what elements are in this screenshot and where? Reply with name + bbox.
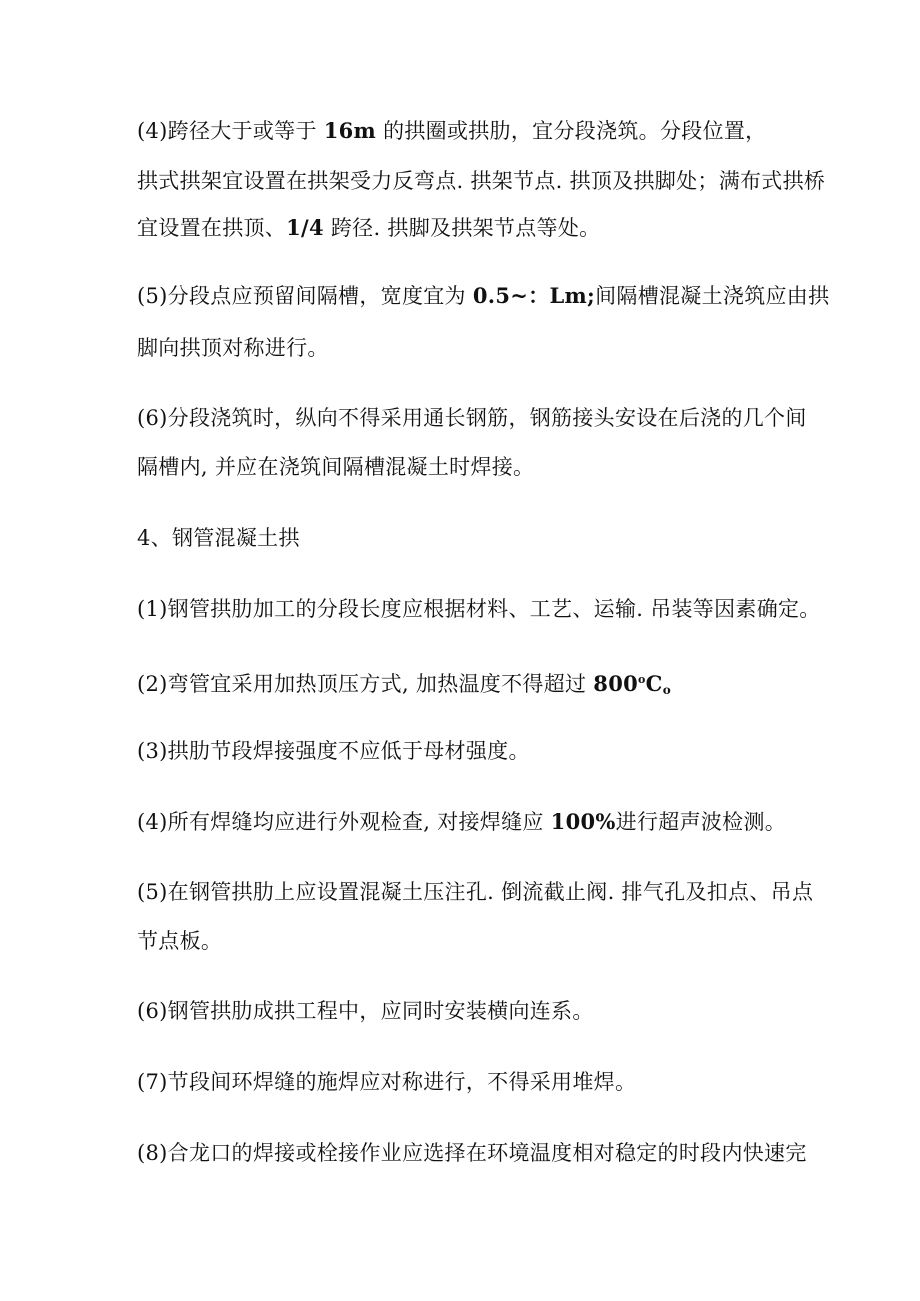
bold-value: 0.5~：Lm;	[472, 283, 596, 308]
paragraph-item-6-line-1: (6)分段浇筑时，纵向不得采用通长钢筋，钢筋接头安设在后浇的几个间	[137, 406, 807, 430]
text-segment: 跨径. 拱脚及拱架节点等处。	[323, 216, 601, 240]
paragraph-item-5-line-1	[137, 282, 829, 310]
degree-mark: o	[638, 673, 646, 686]
text-segment: 进行超声波检测。	[615, 810, 787, 834]
text-segment: (2)弯管宜采用加热顶压方式, 加热温度不得超过	[137, 672, 594, 696]
paragraph-item-5-line-2: 脚向拱顶对称进行。	[137, 336, 329, 360]
subscript-mark: o	[662, 683, 671, 697]
section-4-item-1: (1)钢管拱肋加工的分段长度应根据材料、工艺、运输. 吊装等因素确定。	[137, 597, 821, 621]
section-4-item-5-line-1: (5)在钢管拱肋上应设置混凝土压注孔. 倒流截止阀. 排气孔及扣点、吊点	[137, 880, 814, 904]
section-4-item-8: (8)合龙口的焊接或栓接作业应选择在环境温度相对稳定的时段内快速完	[137, 1141, 807, 1165]
paragraph-item-4-line-1	[137, 117, 766, 145]
paragraph-item-4-line-3	[137, 214, 600, 242]
section-4-item-3: (3)拱肋节段焊接强度不应低于母材强度。	[137, 739, 530, 763]
paragraph-item-4-line-2: 拱式拱架宜设置在拱架受力反弯点. 拱架节点. 拱顶及拱脚处；满布式拱桥	[137, 169, 826, 193]
section-4-item-4	[137, 808, 786, 836]
text-segment: (5)分段点应预留间隔槽，宽度宜为	[137, 284, 473, 308]
bold-value: 16m	[323, 118, 377, 143]
section-4-item-6: (6)钢管拱肋成拱工程中，应同时安装横向连系。	[137, 999, 594, 1023]
paragraph-item-6-line-2: 隔槽内, 并应在浇筑间隔槽混凝土时焊接。	[137, 455, 535, 479]
text-segment: 间隔槽混凝土浇筑应由拱	[595, 284, 830, 308]
bold-value: 800	[593, 671, 639, 696]
bold-unit: C	[645, 671, 663, 696]
text-segment: (4)所有焊缝均应进行外观检查, 对接焊缝应	[137, 810, 551, 834]
section-4-item-5-line-2: 节点板。	[137, 929, 223, 953]
text-segment: 的拱圈或拱肋，宜分段浇筑。分段位置，	[376, 119, 767, 143]
section-heading: 4、钢管混凝土拱	[137, 526, 300, 550]
bold-value: 100%	[550, 809, 616, 834]
text-segment: 宜设置在拱顶、	[137, 216, 287, 240]
section-4-item-7: (7)节段间环焊缝的施焊应对称进行，不得采用堆焊。	[137, 1070, 637, 1094]
section-4-item-2	[137, 666, 671, 704]
bold-value: 1/4	[286, 215, 324, 240]
text-segment: (4)跨径大于或等于	[137, 119, 324, 143]
